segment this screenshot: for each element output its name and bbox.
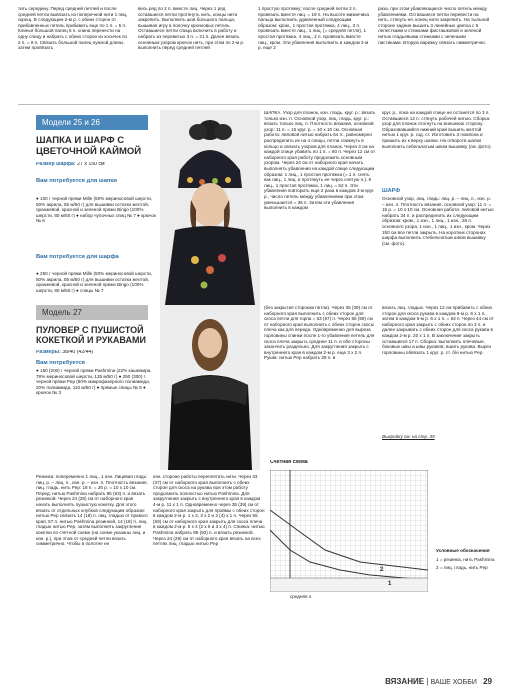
mid-instructions: изн. стороне работы переплетать нити. Через 33 (37) см от наборного края выполнить с обеих сторон для скоса на рукава при этом работу продолжить полностью нитью Pashmina. Для закругления закрыть с внутреннего края в каждом 4-м р. 11 x 1 п. Одновременно через 35 (39) см от наборного края закрыть для проймы с обеих сторон в каждом 2-м р. 1 x 3, 3 x 2 и 2 (4) x 1 п. Через 55 (59) см от наборного края закрыть для скоса плеча в каждом 2-м р. 5 x 4 (2 x 5 и 3 x 4) п. Спинка: нитью Pashmina набрать 85 (93) п. и вязать резинкой. Через 24 (28) см от наборного края вязать на всех петлях лиц. гладью нитью Pep: [153, 474, 265, 547]
size-label: Размер шарфа:: [36, 162, 76, 167]
text-top-col2: весь ряд по 2 п. вместе лиц. Через 1 ряд оставшиеся петли протянуть нить, концы нити закрепить. Выполнить шов большого пальца, вышивая игру в полочку крючковых петель. Оставшиеся петли спица включить в работу и набрать из перевитых 3 п. = 21 п. Далее вязать основным узором крючок нить, при этом по 2-м р. выполнить перед средней петлей: [138, 6, 245, 51]
sizes-value: 38/40 (42/44): [62, 350, 94, 355]
chart-zone-1: 1: [388, 581, 392, 587]
model-2526-title: ШАПКА И ШАРФ С ЦВЕТОЧНОЙ КАЙМОЙ: [36, 135, 142, 157]
page-footer: ВЯЗАНИЕ | ВАШЕ ХОББИ 29: [385, 677, 492, 687]
footer-series: ВАШЕ ХОББИ: [430, 679, 477, 687]
hat-instructions: ШАПКА. Узор для планок, изн. гладь, круг. р.: вязать только изн. п. Основной узор, лиц. гладь, круг. р.: вязать только лиц. п. Плотность вязания, основной узор: 11 п. = 15 круг. р. = 10 x 10 см. Основная работа: липовой нитью набрать 64 п., равномерно распределить их на 4 спицы, петли сомкнуть в кольцо и связать узором для планок. Через 3 см на каждой спице убавить по 1 п. = 60 п. Через 12 см от наборного края работу продолжить основным узором. Через 24 см от наборного края начать выполнять убавления на каждой спице следующим образом: 1 лиц., 1 простая протяжка (= 1 п. снять как лиц., 1 лиц. и протянуть ее через снятую п.), 9 лиц., 1 простая протяжка, 1 лиц. = 52 п. Эти убавления повторить еще 2 раза в каждом 3-м круг. р., число петель между убавлениями при этом уменьшается = 36 п. Затем эти убавления выполнить в каждом: [264, 110, 376, 211]
hat-assembly: круг. р., пока на каждой спице не останется по 3 п. Оставшиеся 12 п. стянуть рабочей нитью. Сборка: узор для планок отогнуть на внешнюю сторону. Образовавшийся нижний край вышить желтой нитью 1 круг. р. сзд. ст. Изготовить 3 помпона и пришить их к верху шапки. На отворотв шапки выполнить себельчатым швом вышивку (см. фото).: [382, 110, 492, 149]
scarf-instructions: Основной узор, лиц. гладь: лиц. р. – лиц. п., изн. р. – изн. п. Плотность вязания, основной узор: 11 п. = 15 р. = 10 x 10 см. Основная работа: липовой нитью набрать 34 п. и распределить их следующим образом: кром., 1 изн., 1 лиц., 1 изн., 26 п. основного узора, 1 изн., 1 лиц., 1 изн., кром. Через 150 см все петли закрыть. На коротких сторонах шарфа выполнить стебельчатым швом вышивку (см. фото).: [382, 196, 494, 246]
hat-scarf-photo: [160, 110, 260, 305]
hat-materials: ● 100 г черной пряжи Mille (50% мериносовой шерсти, 50% акрила, 55 м/50 г) для вышивки остатки желтой, оранжевой, красной и зеленой пряжи Bingo (100% шерсти, 80 м/50 г) ● набор чулочных спиц № 7 ● крючок № 6: [36, 196, 156, 224]
model-2526-header: Модели 25 и 26: [36, 115, 148, 130]
legend-item-2: 2 = лиц. гладь, нить Pep: [436, 565, 488, 571]
sleeve-assembly: вязать лиц. гладью. Через 12 см прибавить с обеих сторон для скоса рукава в каждом 8-м р. 6 x 1 п., затем в каждом 6-м р. 6 x 1 п. = 63 п. Через 44 см от наборного края закрыть с обеих сторон по 3 п. и далее закрывать с обеих сторон для скоса рукава в каждом 2-м р. 20 x 1 п. В заключение закрыть оставшиеся 17 п. Сборка: выполнить плечевые, боковые швы и швы рукавов; вшить рукава. Вырез горловины обвязать 1 круг. р. ст. б/н нитью Pep.: [382, 305, 494, 355]
need-hat-heading: Вам потребуется для шапки: [36, 178, 117, 184]
pullover-materials: ● 150 (200) г черной пряжи Pashmina (22% кашемира, 78% мериносовой шерсти, 125 м/50 г) ● 250 (300) г черной пряжи Pep (80% микрофазерного полиамида, 20% полиамида, 110 м/50 г) ● прямые спицы № 5 ● крючок № 3: [36, 368, 152, 396]
page-number: 29: [483, 677, 492, 687]
chart-title: Счётная схема: [270, 460, 308, 465]
scarf-materials: ● 250 г черной пряжи Mille (50% мериносовой шерсти, 50% акрила, 55 м/50 г) для вышивки остатки желтой, оранжевой, красной и зеленой пряжи Bingo (100% шерсти, 80 м/50 г) ● спицы № 7: [36, 271, 153, 293]
size-value: 27 x 150 см: [77, 162, 105, 167]
legend-item-1: 1 = резинка, нить Pashmina: [436, 556, 495, 562]
size-line: [36, 162, 156, 176]
front-instructions: Резинка: попеременно 1 лиц., 1 изн. Лицевая гладь: лиц. р. – лиц. п., изн. р. – изн. п. Плотность вязания, лиц. гладь, нить Pep: 18 п. = 26 р. = 10 x 10 см. Перед: нитью Pashmina набрать 85 (93) п. и вязать резинкой. Через 24 (28) см от наборного края начать выполнять пушистую кокетку. Для этого вязать от отдельных клубков следующим образом: нитью Pep связать 14 (18) п. лиц. гладью от правого края, 57 п. нитью Pashmina резинкой, 14 (18) п. лиц. гладью нитью Pep, затем выполнять закругление кокетки по счётной схеме (на схеме указаны лиц. и изн. р.), при этом от средней петли вязать симметрично. Чтобы в полотне не: [36, 474, 148, 547]
need-heading: Вам потребуется: [36, 360, 85, 366]
sizes-line: [36, 350, 156, 359]
chart-middle-label: средняя п.: [290, 594, 313, 599]
counting-chart: [270, 470, 428, 592]
model-27-title: ПУЛОВЕР С ПУШИСТОЙ КОКЕТКОЙ И РУКАВАМИ: [36, 325, 146, 345]
model-27-header: Модель 27: [36, 305, 148, 320]
footer-section: ВЯЗАНИЕ: [385, 677, 425, 687]
text-top-col1: тить середину. Перед средней петлей и после средней петли вывязать из поперечной нити 1 пиц, скрещ. В следующем 2-м р. с обеих сторон от прибавленных петель прибавить еще по 1 п. = 5 п. Клинья большой палец 5 п. клина перенести на одну спицу и набрать с обеих сторон из косичек по 2 п. = 9 п. Связать большой палец нужной длины, затем провязать: [18, 6, 128, 51]
divider: [18, 104, 490, 105]
legend-title: Условные обозначения: [436, 548, 490, 553]
sizes-label: Размеры:: [36, 350, 61, 355]
need-scarf-heading: Вам потребуется для шарфа: [36, 254, 119, 260]
pattern-link[interactable]: Выкройку см. на стр. 39: [382, 434, 435, 439]
chart-zone-2: 2: [380, 567, 384, 573]
chart-legend: [436, 548, 496, 608]
back-instructions: (без закрытия сторонки петли). Через 35 (39) см от наборного края выполнить с обеих сторон для скоса петли для горла = 63 (67) п. Через 55 (59) см от наборного края выполнить с обеих сторон скосы плеча как для переда. Одновременно для выреза горловины спинки после 1-го убавления петель для скоса плеча закрыть среднее 11 п. и обе стороны закончить раздельно. Для закругления закрыть с внутреннего края в каждом 2-м р. еще 3 x 2 п. Рукав: нитью Pep набрать 39 п. и: [264, 305, 375, 361]
scarf-heading: ШАРФ: [382, 188, 401, 194]
text-top-col3: 1 простую протяжку; после средней петли 2 п. провязать вместе лиц. = 19 п. На высоте мизинчика пальца выполнить удавленный следующим образом: кром., 1 простая протяжка, 4 лиц., 2 п. провязать вместе лиц., 1 лиц. (= средняя петля), 1 простая протяжка, 4 лиц., 2 п. провязать вместе лиц., кром. Эти убавления выполнить в каждом 2-м р. еще 2: [258, 6, 370, 51]
text-top-col4: раза, при этом убавляющиеся число петель между убавлениями. Оставшиеся петли перевести на нить, стянуть ее, конец нити закрепить. На тыльной стороне задние вышить 3 линейных цветка с 5 лепестками и стежками фисташковой и зеленой нитью гладьевыми стежками с зелеными листиками. Вторую варежку связать симметрично.: [378, 6, 490, 45]
pullover-photo: [160, 305, 260, 470]
